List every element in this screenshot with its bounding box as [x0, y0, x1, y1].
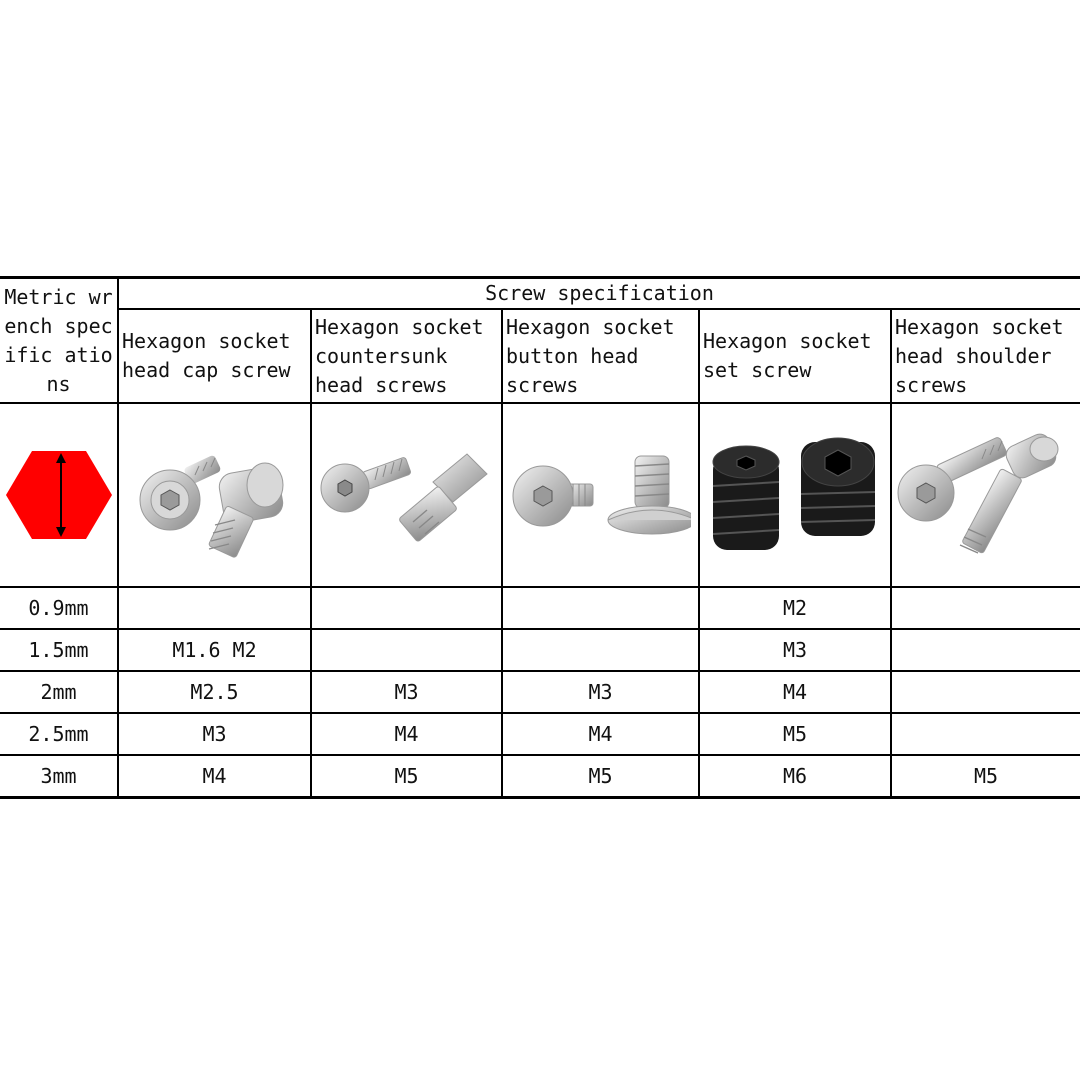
table-cell: [891, 629, 1080, 671]
countersunk-screw-icon: [317, 430, 497, 560]
table-cell: M6: [699, 755, 891, 798]
table-cell: M3: [699, 629, 891, 671]
table-cell: M5: [502, 755, 699, 798]
table-cell: M1.6 M2: [118, 629, 311, 671]
wrench-size-cell: 2.5mm: [0, 713, 118, 755]
shoulder-screw-icon: [896, 425, 1076, 565]
wrench-size-cell: 0.9mm: [0, 587, 118, 629]
type-header-shoulder: Hexagon socket head shoulder screws: [891, 309, 1080, 403]
table-cell: M2.5: [118, 671, 311, 713]
cap-screw-icon: [125, 430, 305, 560]
table-cell: M5: [311, 755, 502, 798]
table-cell: [118, 587, 311, 629]
table-cell: [311, 629, 502, 671]
metric-wrench-header: [0, 278, 118, 404]
set-screw-image-cell: [699, 403, 891, 587]
type-header-button: Hexagon socket button head screws: [502, 309, 699, 403]
countersunk-screw-image-cell: [311, 403, 502, 587]
table-cell: M5: [699, 713, 891, 755]
type-header-countersunk: Hexagon socket countersunk head screws: [311, 309, 502, 403]
table-cell: M4: [118, 755, 311, 798]
table-cell: M2: [699, 587, 891, 629]
table-cell: [891, 713, 1080, 755]
table-cell: [891, 587, 1080, 629]
table-cell: [502, 629, 699, 671]
screw-spec-header: Screw specification: [118, 278, 1080, 310]
wrench-size-cell: 2mm: [0, 671, 118, 713]
table-cell: M4: [311, 713, 502, 755]
type-header-set: Hexagon socket set screw: [699, 309, 891, 403]
table-cell: M5: [891, 755, 1080, 798]
hex-wrench-icon: [3, 445, 115, 545]
wrench-size-cell: 1.5mm: [0, 629, 118, 671]
shoulder-screw-image-cell: [891, 403, 1080, 587]
table-cell: M3: [502, 671, 699, 713]
table-cell: M3: [311, 671, 502, 713]
metric-wrench-header-text: Metric wrench specific ations: [4, 284, 113, 396]
table-cell: [891, 671, 1080, 713]
type-header-cap: Hexagon socket head cap screw: [118, 309, 311, 403]
wrench-image-cell: [0, 403, 118, 587]
cap-screw-image-cell: [118, 403, 311, 587]
set-screw-icon: [705, 430, 885, 560]
table-cell: [502, 587, 699, 629]
table-cell: M4: [502, 713, 699, 755]
button-head-screw-image-cell: [502, 403, 699, 587]
button-head-screw-icon: [511, 430, 691, 560]
wrench-size-cell: 3mm: [0, 755, 118, 798]
table-cell: [311, 587, 502, 629]
spec-table: [0, 276, 1080, 799]
table-cell: M4: [699, 671, 891, 713]
table-cell: M3: [118, 713, 311, 755]
